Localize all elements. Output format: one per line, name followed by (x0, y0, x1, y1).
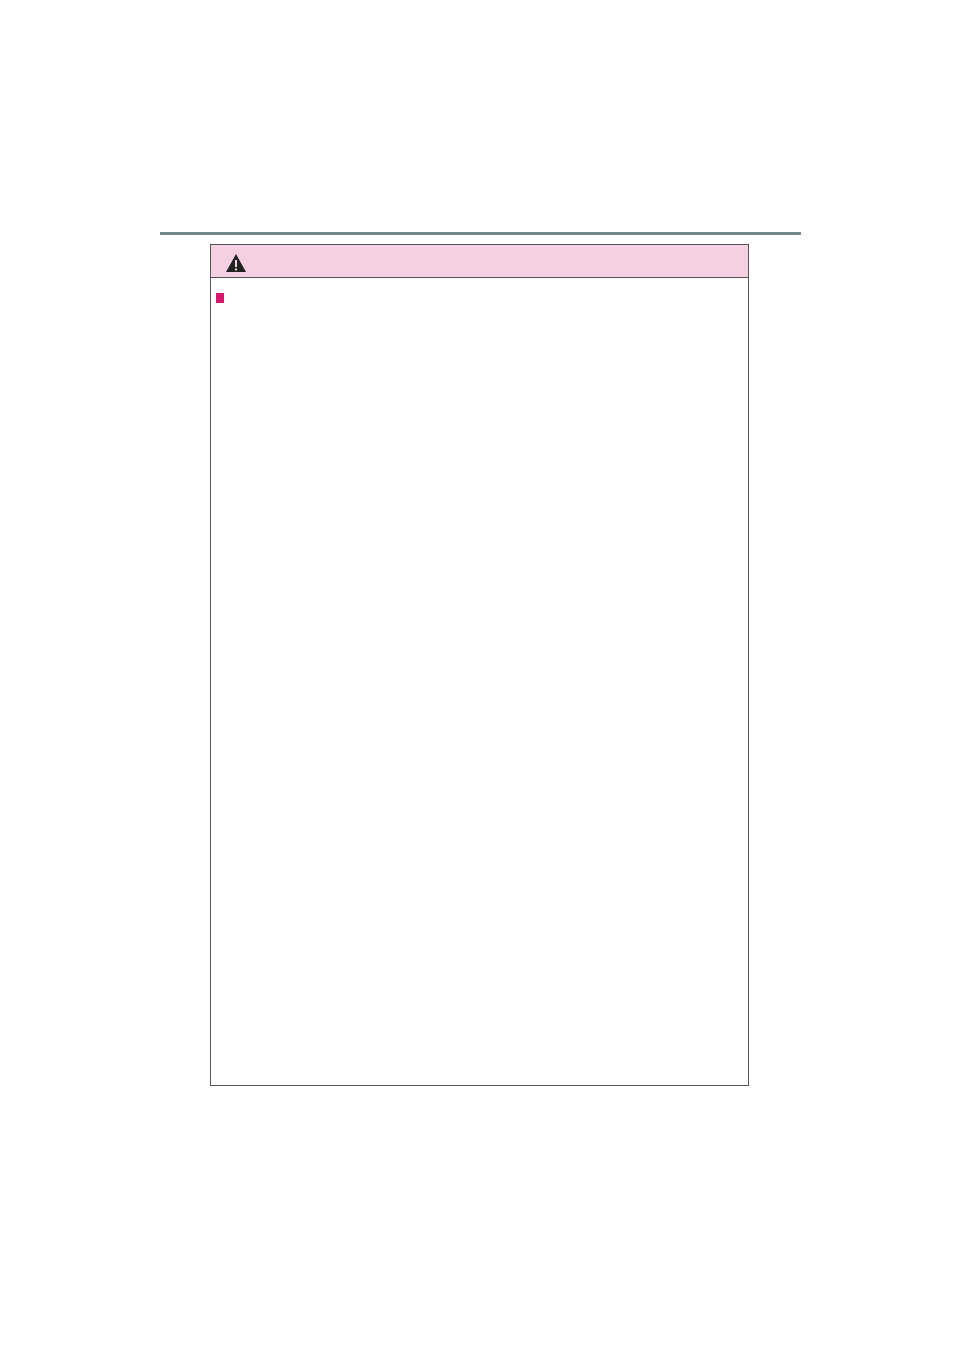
warning-box (210, 244, 749, 1086)
square-bullet-icon (216, 293, 224, 303)
header-rule (160, 232, 801, 235)
warning-header (211, 245, 748, 278)
warning-content (216, 289, 744, 293)
warning-triangle-icon (225, 253, 247, 273)
